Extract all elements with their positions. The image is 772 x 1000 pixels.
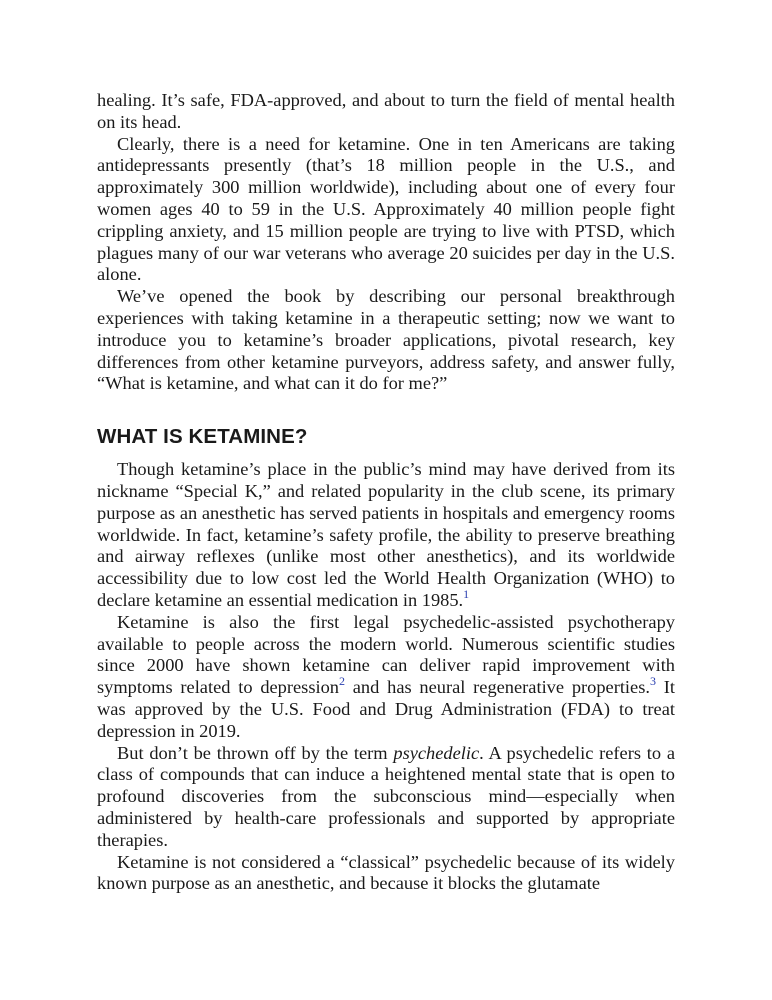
- paragraph-classical-psychedelic: Ketamine is not considered a “classical” psychedelic because of its widely known purpose as an anesthetic, and because it blocks the glutamate: [97, 851, 675, 894]
- emphasis-term: psychedelic: [393, 742, 480, 763]
- paragraph-text: Ketamine is also the first legal psychedelic-assisted psychotherapy available to people across the modern world. Numerous scientific studies since 2000 have shown ketamine can deliver rapid improvement with symptoms related to depression: [97, 611, 675, 698]
- paragraph-text: But don’t be thrown off by the term: [117, 742, 394, 763]
- paragraph-need-for-ketamine: Clearly, there is a need for ketamine. One in ten Americans are taking antidepressants presently (that’s 18 million people in the U.S., and approximately 300 million worldwide), including about one of every four women ages 40 to 59 in the U.S. Approximately 40 million people fight crippling anxiety, and 15 million people are trying to live with PTSD, which plagues many of our war veterans who average 20 suicides per day in the U.S. alone.: [97, 133, 675, 285]
- footnote-ref-1[interactable]: 1: [463, 586, 470, 601]
- paragraph-text: It was approved by the U.S. Food and Drug Administration (FDA) to treat depression in 2019.: [97, 677, 675, 741]
- section-heading: WHAT IS KETAMINE?: [97, 425, 308, 449]
- footnote-ref-3[interactable]: 3: [649, 674, 656, 688]
- paragraph-text: and has neural regenerative properties.: [344, 677, 650, 698]
- paragraph-psychedelic-definition: [97, 743, 675, 852]
- footnote-ref-2[interactable]: 2: [338, 674, 345, 688]
- paragraph-book-intro: We’ve opened the book by describing our personal breakthrough experiences with taking ketamine in a therapeutic setting; now we want to introduce you to ketamine’s broader applications, pivotal research, key differences from other ketamine purveyors, address safety, and answer fully, “What is ketamine, and what can it do for me?”: [97, 286, 675, 394]
- paragraph-text: . A psychedelic refers to a class of compounds that can induce a heightened mental state that is open to profound discoveries from the subconscious mind—especially when administered by health-care professionals and supported by appropriate therapies.: [97, 742, 675, 850]
- paragraph-legal-psychedelic: [97, 612, 675, 743]
- paragraph-text: Though ketamine’s place in the public’s mind may have derived from its nickname “Special K,” and related popularity in the club scene, its primary purpose as an anesthetic has served patients in hospitals and emergency rooms worldwide. In fact, ketamine’s safety profile, the ability to preserve breathing and airway reflexes (unlike most other anesthetics), and its worldwide accessibility due to low cost led the World Health Organization (WHO) to declare ketamine an essential medication in 1985.: [97, 459, 675, 610]
- paragraph-continuation: healing. It’s safe, FDA-approved, and about to turn the field of mental health on its head.: [97, 90, 675, 132]
- paragraph-anesthetic-history: [97, 459, 675, 612]
- document-page: [97, 90, 675, 895]
